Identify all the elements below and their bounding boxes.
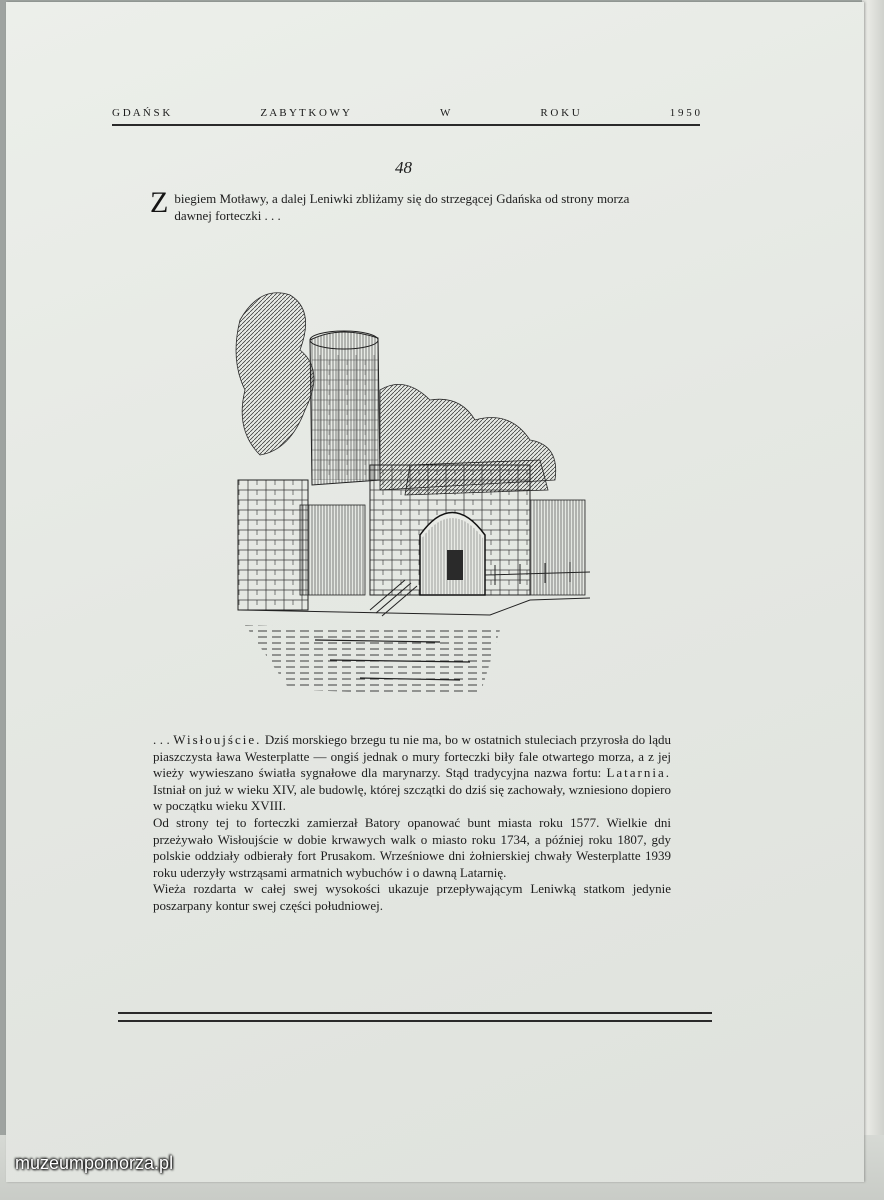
- running-head-word: Z A B Y T K O W Y: [260, 107, 350, 119]
- watermark: muzeumpomorza.pl: [15, 1153, 174, 1173]
- paragraph-tower: Wieża rozdarta w całej swej wysokości ukazuje przepływającym Leniwką statkom jedynie poszarpany kontur swej części południowej.: [153, 881, 671, 913]
- page-number: 48: [395, 158, 412, 177]
- footer-rule-top: [118, 1012, 712, 1014]
- paragraph-wisloujscie: [153, 732, 671, 815]
- running-head-word: G D A Ń S K: [112, 107, 171, 119]
- paragraph-lead: . . .: [153, 732, 174, 747]
- fortress-illustration-icon: [230, 280, 595, 700]
- paragraph-text: Dziś morskiego brzegu tu nie ma, bo w ostatnich stuleciach przyrosła do lądu piaszczysta ława Westerplatte — ongiś jednak o mury forteczki biły fale otwartego morza, a z jej wieży wywieszano światła sygnałowe dla marynarzy. Stąd tradycyjna nazwa fortu:: [153, 732, 671, 781]
- running-head-word: R O K U: [540, 107, 580, 119]
- paragraph-text: Istniał on już w wieku XIV, ale budowlę, której szczątki do dziś się zachowały, wzniesiono dopiero w początku wieku XVIII.: [153, 781, 671, 814]
- body-text: [153, 732, 671, 915]
- paragraph-history: Od strony tej to forteczki zamierzał Batory opanować bunt miasta roku 1577. Wielkie dni przeżywało Wisłoujście w dobie krwawych walk o miasto roku 1734, a później roku 1807, gdy polskie oddziały odbierały fort Prusakom. Wrześniowe dni żołnierskiej chwały Westerplatte 1939 roku uderzyły wstrząsami armatnich wybuchów i o dawną Latarnię.: [153, 814, 671, 880]
- place-name: Wisłoujście.: [173, 732, 262, 747]
- fort-name: Latarnia.: [606, 765, 671, 781]
- running-head: [112, 107, 700, 119]
- header-rule: [112, 124, 700, 126]
- intro-text: biegiem Motławy, a dalej Leniwki zbliżamy się do strzegącej Gdańska od strony morza dawnej forteczki . . .: [174, 191, 630, 223]
- running-head-word: W: [439, 107, 451, 119]
- running-head-word: 1 9 5 0: [669, 107, 700, 119]
- backdrop-right-edge: [862, 0, 884, 1200]
- drop-cap: Z: [150, 186, 169, 219]
- footer-rule-bottom: [118, 1020, 712, 1022]
- intro-paragraph: [150, 186, 660, 224]
